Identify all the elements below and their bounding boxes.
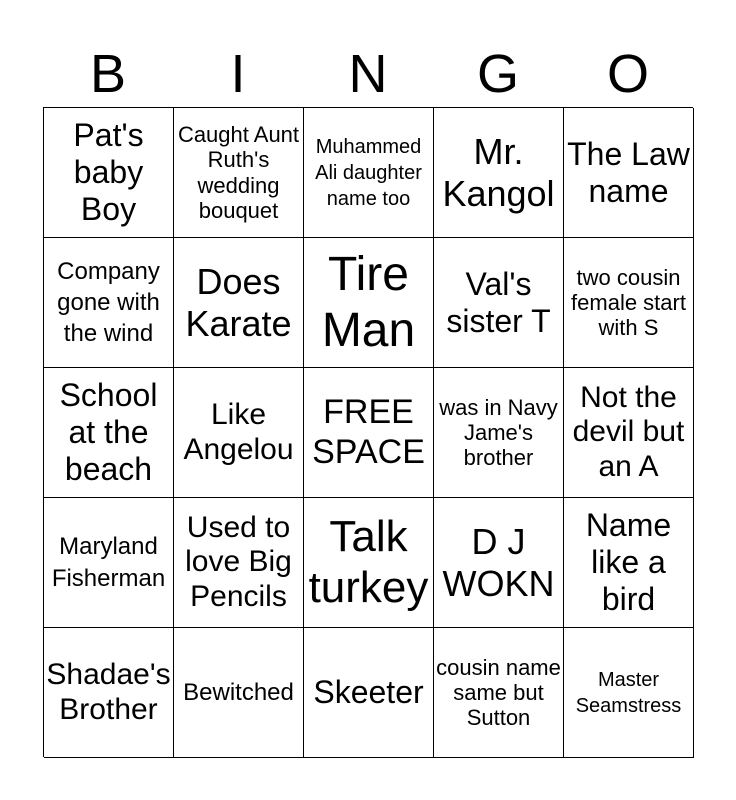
header-letter-b: B (89, 44, 127, 104)
bingo-cell[interactable]: Shadae's Brother (44, 628, 174, 758)
bingo-cell[interactable]: cousin name same but Sutton (434, 628, 564, 758)
bingo-cell[interactable]: The Law name (564, 108, 694, 238)
bingo-cell[interactable]: Name like a bird (564, 498, 694, 628)
bingo-cell[interactable]: Master Seamstress (564, 628, 694, 758)
bingo-cell[interactable]: was in Navy Jame's brother (434, 368, 564, 498)
bingo-cell[interactable]: Pat's baby Boy (44, 108, 174, 238)
bingo-cell[interactable]: Used to love Big Pencils (174, 498, 304, 628)
header-letter-i: I (230, 44, 246, 104)
bingo-cell[interactable]: Talk turkey (304, 498, 434, 628)
bingo-cell[interactable]: Like Angelou (174, 368, 304, 498)
bingo-cell[interactable]: Val's sister T (434, 238, 564, 368)
bingo-cell[interactable]: Bewitched (174, 628, 304, 758)
bingo-cell[interactable]: Mr. Kangol (434, 108, 564, 238)
header-letter-g: G (476, 44, 519, 104)
bingo-cell[interactable]: two cousin female start with S (564, 238, 694, 368)
header-letter-o: O (606, 44, 649, 104)
bingo-cell[interactable]: Maryland Fisherman (44, 498, 174, 628)
bingo-cell[interactable]: Tire Man (304, 238, 434, 368)
bingo-cell[interactable]: Skeeter (304, 628, 434, 758)
bingo-cell[interactable]: D J WOKN (434, 498, 564, 628)
header-letter-n: N (348, 44, 388, 104)
bingo-cell[interactable]: Muhammed Ali daughter name too (304, 108, 434, 238)
free-space-cell[interactable]: FREE SPACE (304, 368, 434, 498)
bingo-cell[interactable]: Does Karate (174, 238, 304, 368)
bingo-header (43, 40, 693, 108)
bingo-grid (43, 107, 693, 757)
bingo-cell[interactable]: Not the devil but an A (564, 368, 694, 498)
bingo-cell[interactable]: School at the beach (44, 368, 174, 498)
bingo-cell[interactable]: Caught Aunt Ruth's wedding bouquet (174, 108, 304, 238)
bingo-cell[interactable]: Company gone with the wind (44, 238, 174, 368)
